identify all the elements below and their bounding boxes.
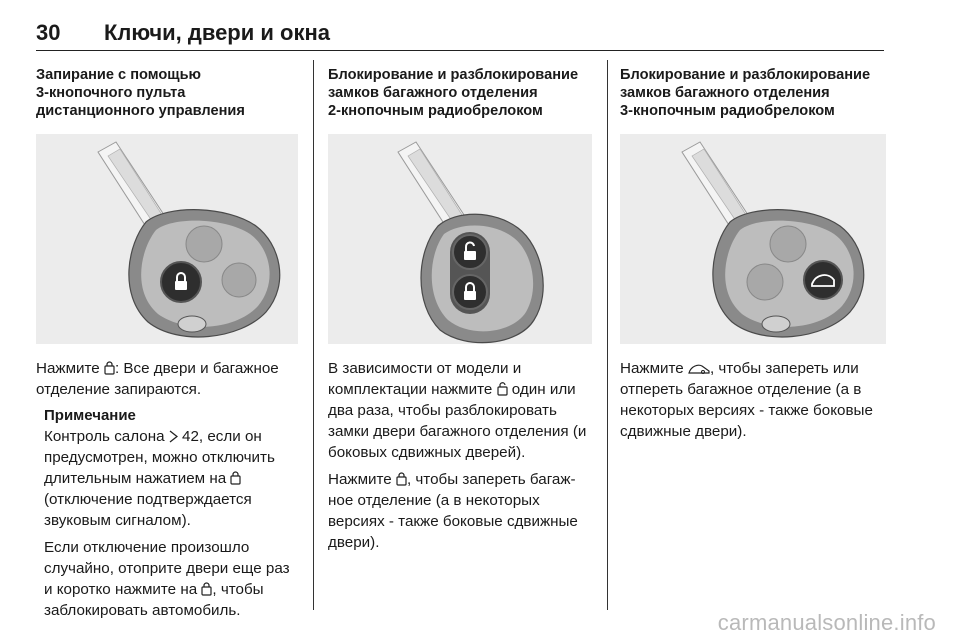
column-2 bbox=[328, 66, 594, 553]
lock-icon bbox=[104, 361, 115, 375]
chapter-title: Ключи, двери и окна bbox=[104, 20, 330, 45]
lock-icon bbox=[201, 582, 212, 596]
key-fob-illustration bbox=[620, 134, 886, 344]
instruction-text: Нажмите , чтобы запереть или отпереть багажное отделение (а в некоторых версиях - также боковые сдвижные двери). bbox=[620, 360, 873, 440]
unlock-icon bbox=[497, 382, 508, 396]
note-block bbox=[36, 406, 298, 621]
section-heading: Запирание с помощью 3-кнопочного пульта дистанционного управления bbox=[36, 67, 245, 119]
section-heading: Блокирование и разблокирование замков багажного отделения 2-кнопочным радиобрелоком bbox=[328, 67, 579, 119]
instruction-text: Нажмите , чтобы запереть багаж-ное отделение (а в некоторых версиях - также боковые сдвижные двери). bbox=[328, 471, 578, 551]
key-fob-illustration bbox=[36, 134, 298, 344]
column-divider-2 bbox=[607, 60, 608, 610]
lock-icon bbox=[396, 472, 407, 486]
key-fob-illustration bbox=[328, 134, 592, 344]
column-3 bbox=[620, 66, 888, 442]
car-trunk-icon bbox=[688, 363, 710, 375]
page-reference-icon bbox=[169, 430, 178, 443]
page-reference[interactable]: 42 bbox=[182, 428, 199, 445]
header-rule bbox=[36, 50, 884, 51]
column-divider-1 bbox=[313, 60, 314, 610]
section-heading: Блокирование и разблокирование замков багажного отделения 3-кнопочным радиобрелоком bbox=[620, 67, 871, 119]
page-number: 30 bbox=[36, 20, 61, 45]
note-title: Примечание bbox=[44, 407, 136, 424]
instruction-text: В зависимости от модели и комплектации нажмите один или два раза, чтобы разблокировать замки двери багажного отделения (и боковых сдвижных дверей). bbox=[328, 360, 587, 461]
note-paragraph: Контроль салона 42, если он предусмотрен, можно отключить длительным нажатием на (отключение подтверждается звуковым сигналом). bbox=[44, 428, 275, 529]
note-paragraph: Если отключение произошло случайно, отоприте двери еще раз и коротко нажмите на , чтобы заблокировать автомобиль. bbox=[44, 539, 290, 619]
column-1 bbox=[36, 66, 298, 621]
watermark: carmanualsonline.info bbox=[717, 610, 936, 635]
instruction-text: Нажмите : Все двери и багажное отделение запираются. bbox=[36, 360, 279, 398]
lock-icon bbox=[230, 471, 241, 485]
